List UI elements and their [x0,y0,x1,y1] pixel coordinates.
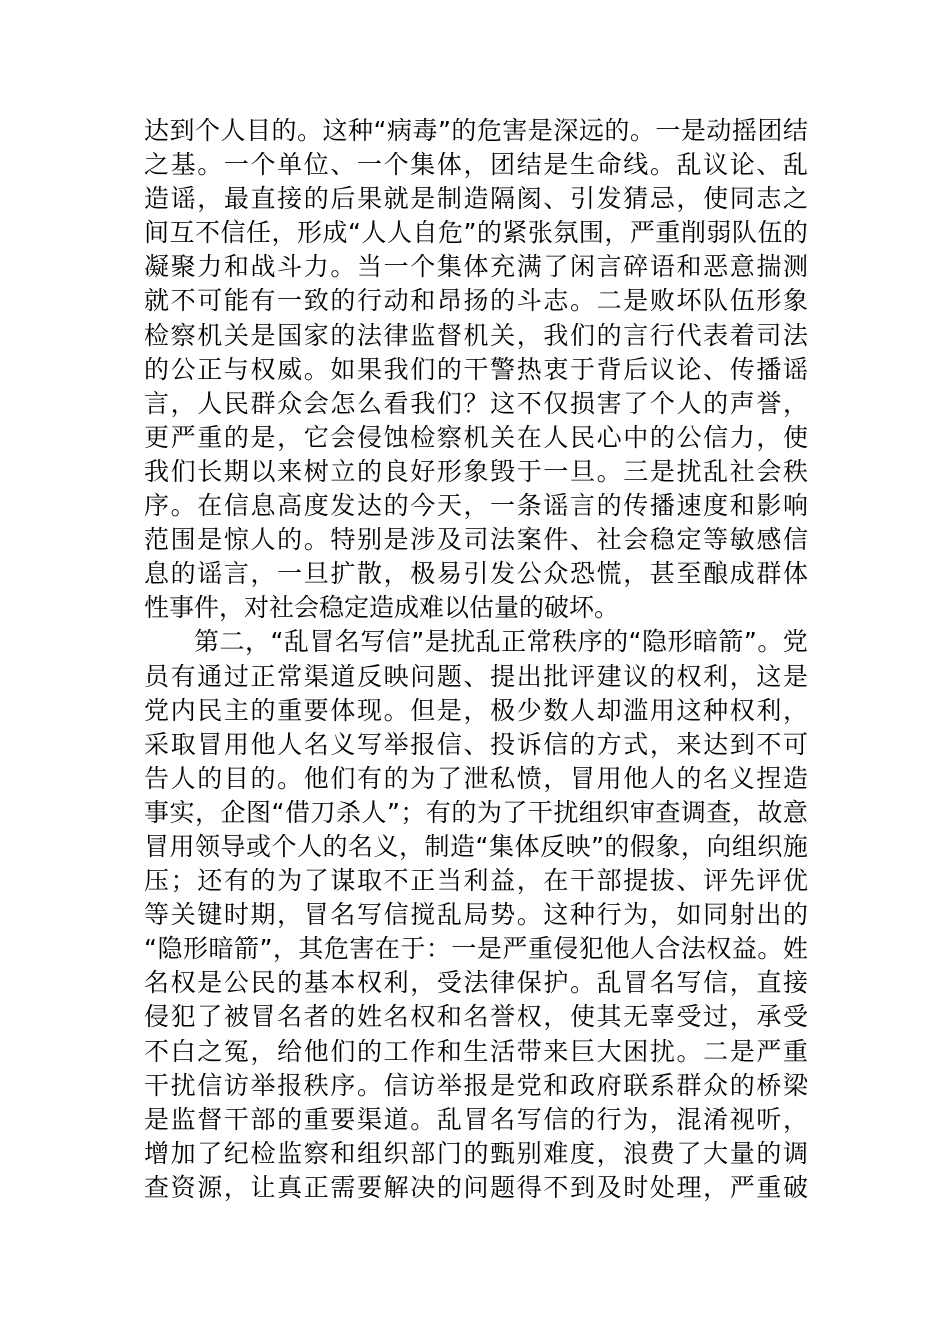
text-line-32: 查资源，让真正需要解决的问题得不到及时处理，严重破 [144,1172,810,1202]
text-line-2: 之基。一个单位、一个集体，团结是生命线。乱议论、乱 [144,150,810,180]
text-line-5: 凝聚力和战斗力。当一个集体充满了闲言碎语和恶意揣测 [144,252,810,282]
text-line-19: 采取冒用他人名义写举报信、投诉信的方式，来达到不可 [144,729,810,759]
text-line-28: 不白之冤，给他们的工作和生活带来巨大困扰。二是严重 [144,1036,810,1066]
text-line-30: 是监督干部的重要渠道。乱冒名写信的行为，混淆视听， [144,1104,810,1134]
text-line-24: 等关键时期，冒名写信搅乱局势。这种行为，如同射出的 [144,900,810,930]
text-line-21: 事实，企图“借刀杀人”；有的为了干扰组织审查调查，故意 [144,797,809,827]
text-line-13: 范围是惊人的。特别是涉及司法案件、社会稳定等敏感信 [144,525,810,555]
text-line-10: 更严重的是，它会侵蚀检察机关在人民心中的公信力，使 [144,422,810,452]
text-line-12: 序。在信息高度发达的今天，一条谣言的传播速度和影响 [144,491,810,521]
text-line-18: 党内民主的重要体现。但是，极少数人却滥用这种权利， [144,695,810,725]
text-line-17: 员有通过正常渠道反映问题、提出批评建议的权利，这是 [144,661,810,691]
body-text [144,114,808,1205]
text-line-25: “隐形暗箭”，其危害在于：一是严重侵犯他人合法权益。姓 [144,934,809,964]
text-line-20: 告人的目的。他们有的为了泄私愤，冒用他人的名义捏造 [144,763,810,793]
text-line-29: 干扰信访举报秩序。信访举报是党和政府联系群众的桥梁 [144,1070,810,1100]
text-line-26: 名权是公民的基本权利，受法律保护。乱冒名写信，直接 [144,968,810,998]
text-line-11: 我们长期以来树立的良好形象毁于一旦。三是扰乱社会秩 [144,456,810,486]
text-line-1: 达到个人目的。这种“病毒”的危害是深远的。一是动摇团结 [144,116,809,145]
text-line-4: 间互不信任，形成“人人自危”的紧张氛围，严重削弱队伍的 [144,218,809,248]
text-line-16: 第二，“乱冒名写信”是扰乱正常秩序的“隐形暗箭”。党 [194,627,809,657]
text-line-22: 冒用领导或个人的名义，制造“集体反映”的假象，向组织施 [144,831,809,861]
text-line-23: 压；还有的为了谋取不正当利益，在干部提拔、评先评优 [144,866,810,896]
text-line-3: 造谣，最直接的后果就是制造隔阂、引发猜忌，使同志之 [144,184,810,214]
text-line-27: 侵犯了被冒名者的姓名权和名誉权，使其无辜受过，承受 [144,1002,810,1032]
text-line-15: 性事件，对社会稳定造成难以估量的破坏。 [144,593,620,623]
text-line-31: 增加了纪检监察和组织部门的甄别难度，浪费了大量的调 [144,1138,810,1168]
text-line-8: 的公正与权威。如果我们的干警热衷于背后议论、传播谣 [144,354,810,384]
text-line-7: 检察机关是国家的法律监督机关，我们的言行代表着司法 [144,320,810,350]
text-line-6: 就不可能有一致的行动和昂扬的斗志。二是败坏队伍形象 [144,286,810,316]
text-line-9: 言，人民群众会怎么看我们？这不仅损害了个人的声誉， [144,388,810,418]
text-line-14: 息的谣言，一旦扩散，极易引发公众恐慌，甚至酿成群体 [144,559,810,589]
